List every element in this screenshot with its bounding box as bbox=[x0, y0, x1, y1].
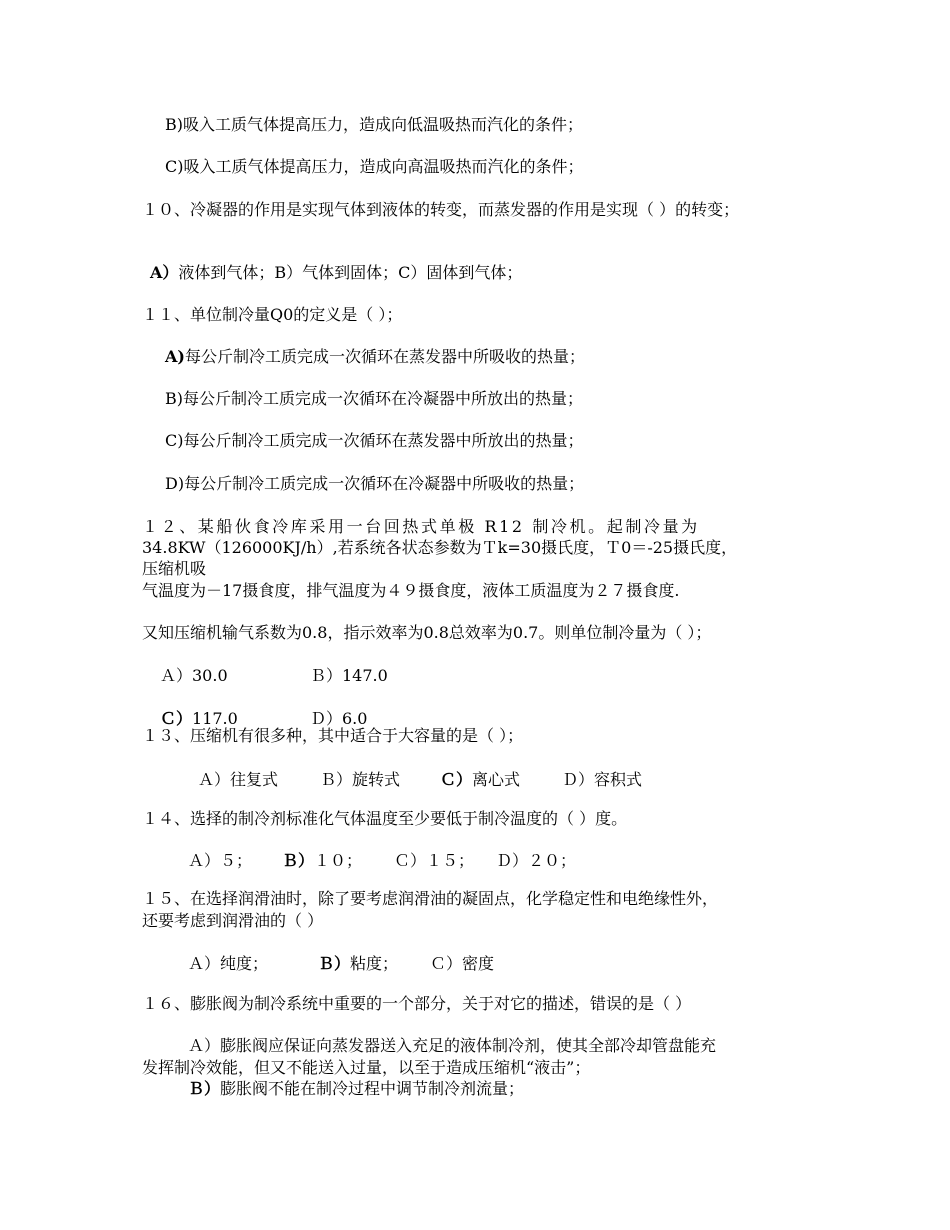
q10-options-text: 液体到气体；B）气体到固体；C）固体到气体； bbox=[178, 263, 523, 282]
q13-option-a: Ａ）往复式 bbox=[198, 770, 279, 789]
q15-option-b-text: 粘度； bbox=[350, 954, 399, 973]
q11-stem: １１、单位制冷量Q0的定义是（ ）； bbox=[142, 305, 403, 324]
q13-option-d: Ｄ）容积式 bbox=[562, 770, 643, 789]
q11-option-d: D)每公斤制冷工质完成一次循环在冷凝器中所吸收的热量； bbox=[165, 474, 585, 493]
q11-option-a bbox=[165, 346, 585, 367]
q13-stem: １３、压缩机有很多种，其中适合于大容量的是（ ）； bbox=[142, 726, 524, 745]
q16-stem: １６、膨胀阀为制冷系统中重要的一个部分，关于对它的描述，错误的是（ ） bbox=[142, 994, 692, 1013]
q12-option-b: Ｂ）147.0 bbox=[310, 666, 388, 685]
q14-option-c: Ｃ）１５； bbox=[394, 851, 475, 870]
q11-option-a-text: 每公斤制冷工质完成一次循环在蒸发器中所吸收的热量； bbox=[184, 347, 585, 366]
q14-option-d: Ｄ）２０； bbox=[496, 851, 577, 870]
q10-stem: １０、冷凝器的作用是实现气体到液体的转变，而蒸发器的作用是实现（ ）的转变； bbox=[142, 200, 740, 219]
q16-option-a-line-1: Ａ）膨胀阀应保证向蒸发器送入充足的液体制冷剂，使其全部冷却管盘能充 bbox=[188, 1036, 717, 1055]
q15-stem-line-2: 还要考虑到润滑油的（ ） bbox=[142, 911, 324, 930]
q12-stem-line-4: 气温度为－17摄食度，排气温度为４９摄食度，液体工质温度为２７摄食度. bbox=[142, 581, 680, 600]
q11-option-b: B)每公斤制冷工质完成一次循环在冷凝器中所放出的热量； bbox=[165, 389, 584, 408]
q11-option-a-mark: A) bbox=[165, 347, 185, 366]
q11-option-c: C)每公斤制冷工质完成一次循环在蒸发器中所放出的热量； bbox=[165, 431, 584, 450]
q13-option-c-text: 离心式 bbox=[472, 770, 521, 789]
q9-option-b: B)吸入工质气体提高压力，造成向低温吸热而汽化的条件； bbox=[165, 115, 584, 134]
q12-stem-line-3: 压缩机吸 bbox=[142, 559, 207, 578]
q14-option-a: Ａ）５； bbox=[188, 851, 253, 870]
q16-option-b-mark: Ｂ） bbox=[188, 1079, 221, 1098]
q12-option-c-mark: Ｃ） bbox=[160, 709, 193, 728]
q16-option-a-line-2: 发挥制冷效能，但又不能送入过量，以至于造成压缩机“液击”； bbox=[142, 1058, 591, 1077]
q13-option-c-mark: Ｃ） bbox=[440, 770, 473, 789]
q12-stem-line-2: 34.8KW（126000KJ/h）,若系统各状态参数为Ｔk=30摄氏度，Ｔ0＝-25摄氏度， bbox=[142, 538, 738, 557]
q14-option-b-text: １０； bbox=[314, 851, 363, 870]
q12-option-d: Ｄ）6.0 bbox=[310, 709, 368, 728]
q15-option-c: Ｃ）密度 bbox=[430, 954, 495, 973]
q9-option-c: C)吸入工质气体提高压力，造成向高温吸热而汽化的条件； bbox=[165, 157, 584, 176]
q12-option-c-text: 117.0 bbox=[192, 709, 238, 728]
q12-stem-line-1: １２、某船伙食冷库采用一台回热式单极 R12 制冷机。起制冷量为 bbox=[142, 517, 700, 536]
q14-stem: １４、选择的制冷剂标准化气体温度至少要低于制冷温度的（ ）度。 bbox=[142, 809, 628, 828]
q10-options bbox=[150, 262, 522, 283]
q16-option-b-text: 膨胀阀不能在制冷过程中调节制冷剂流量； bbox=[220, 1079, 525, 1098]
q15-option-b bbox=[318, 951, 398, 974]
q12-option-a: Ａ）30.0 bbox=[160, 666, 228, 685]
q14-option-b-mark: Ｂ） bbox=[282, 851, 315, 870]
q15-option-b-mark: Ｂ） bbox=[318, 954, 351, 973]
q15-option-a: Ａ）纯度； bbox=[188, 954, 269, 973]
q14-option-b bbox=[282, 848, 362, 871]
q12-stem-line-5: 又知压缩机输气系数为0.8，指示效率为0.8总效率为0.7。则单位制冷量为（ ）； bbox=[142, 623, 712, 642]
q13-option-b: Ｂ）旋转式 bbox=[320, 770, 401, 789]
q15-stem-line-1: １５、在选择润滑油时，除了要考虑润滑油的凝固点，化学稳定性和电绝缘性外， bbox=[142, 889, 719, 908]
q13-option-c bbox=[440, 767, 520, 790]
q16-option-b bbox=[188, 1078, 524, 1099]
q10-option-a-mark: A） bbox=[150, 263, 179, 282]
